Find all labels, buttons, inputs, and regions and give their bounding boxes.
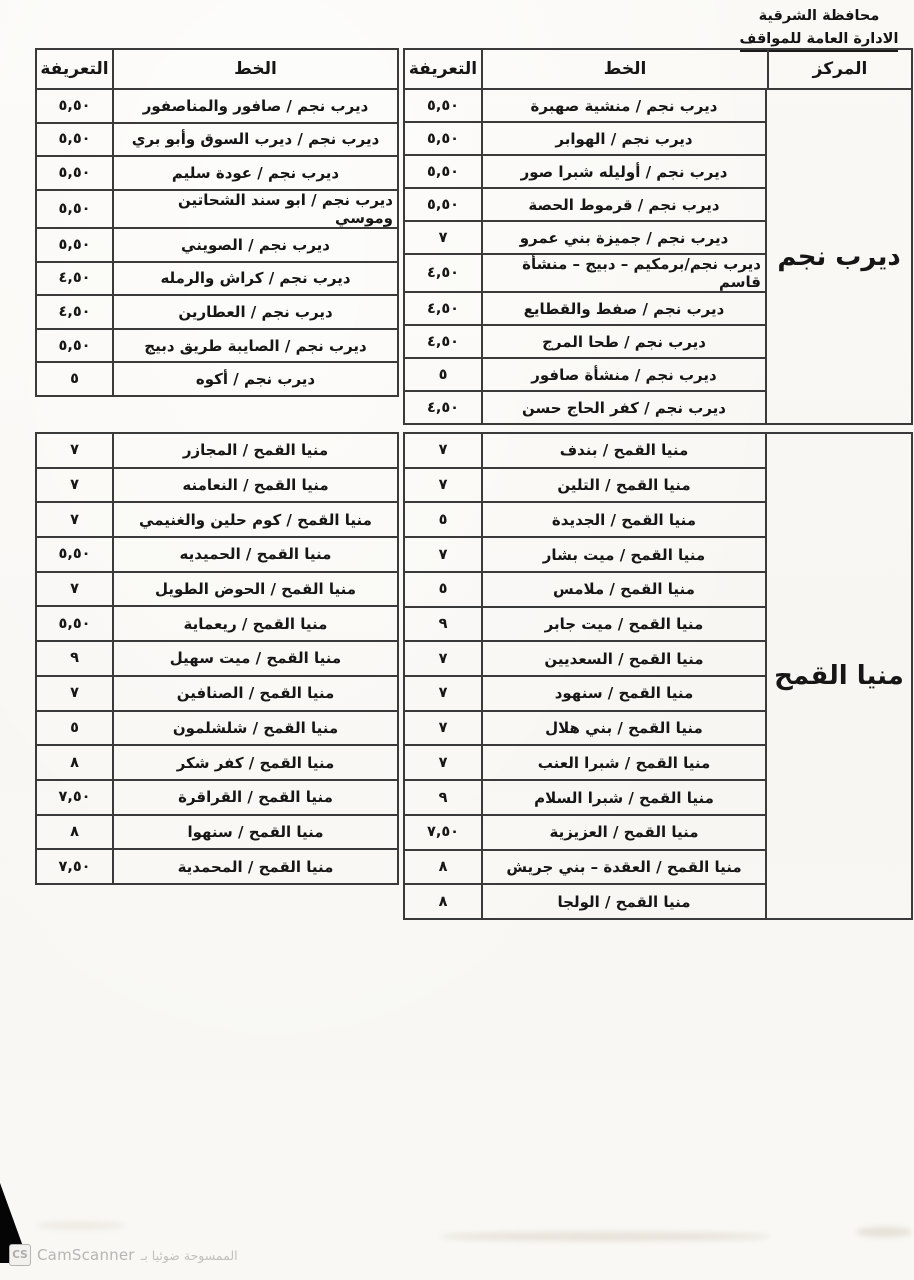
tariff-cell: ٥,٥٠ bbox=[37, 157, 114, 189]
table-row bbox=[405, 324, 765, 357]
route-cell: منيا القمح / الولجا bbox=[557, 892, 691, 911]
route-cell: ديرب نجم / ديرب السوق وأبو بري bbox=[131, 130, 380, 149]
scan-smudge bbox=[36, 1222, 126, 1229]
route-cell: منيا القمح / ريعماية bbox=[183, 614, 328, 633]
tariff-cell: ٥,٥٠ bbox=[37, 607, 114, 640]
tariff-cell: ٥ bbox=[405, 573, 483, 606]
scanned-with-text: الممسوحة ضوئيا بـ bbox=[140, 1247, 238, 1263]
route-cell: ديرب نجم / طحا المرج bbox=[542, 332, 706, 351]
table-row bbox=[405, 121, 765, 154]
tariff-cell: ٩ bbox=[37, 642, 114, 675]
table-row bbox=[405, 90, 765, 121]
table-row bbox=[37, 122, 397, 156]
route-cell: ديرب نجم / الصايبة طريق دبيج bbox=[144, 336, 367, 355]
route-cell: ديرب نجم / الصويني bbox=[181, 235, 330, 254]
scan-smudge bbox=[440, 1232, 770, 1241]
tariff-cell: ٥,٥٠ bbox=[37, 90, 114, 122]
header-center: المركز bbox=[812, 59, 868, 79]
table-row bbox=[37, 744, 397, 779]
route-cell: ديرب نجم / جميزة بني عمرو bbox=[519, 228, 729, 247]
table-row bbox=[37, 155, 397, 189]
tariff-cell: ٥ bbox=[37, 712, 114, 745]
routes-table-najm-right bbox=[403, 88, 767, 425]
table-row bbox=[405, 779, 765, 814]
table-row bbox=[405, 536, 765, 571]
department-title: الادارة العامة للمواقف bbox=[740, 31, 899, 52]
tariff-cell: ٥,٥٠ bbox=[37, 191, 114, 227]
routes-table-qamh-right bbox=[403, 432, 767, 920]
route-cell: منيا القمح / شبرا السلام bbox=[534, 788, 714, 807]
tariff-cell: ٧,٥٠ bbox=[37, 781, 114, 814]
table-row bbox=[405, 849, 765, 884]
route-cell: منيا القمح / الحميديه bbox=[179, 545, 332, 564]
route-cell: ديرب نجم / عودة سليم bbox=[171, 164, 340, 183]
governorate-title: محافظة الشرقية bbox=[758, 8, 880, 24]
route-cell: ديرب نجم/برمكيم – دبيج – منشأة قاسم bbox=[522, 255, 761, 291]
route-cell: منيا القمح / الحوض الطويل bbox=[155, 580, 356, 599]
route-cell: منيا القمح / الجديدة bbox=[551, 510, 697, 529]
table-row bbox=[37, 675, 397, 710]
tariff-cell: ٩ bbox=[405, 608, 483, 641]
route-cell: ديرب نجم / العطارين bbox=[178, 302, 333, 321]
header-line-right: الخط bbox=[483, 50, 769, 88]
tariff-cell: ٥,٥٠ bbox=[405, 189, 483, 220]
tariff-cell: ٥,٥٠ bbox=[37, 229, 114, 261]
route-cell: منيا القمح / التلين bbox=[557, 476, 691, 495]
route-cell: منيا القمح / النعامنه bbox=[182, 476, 329, 495]
table-row bbox=[405, 357, 765, 390]
tariff-cell: ٥,٥٠ bbox=[405, 90, 483, 121]
table-row bbox=[37, 361, 397, 395]
routes-table-najm-left bbox=[35, 88, 399, 397]
center-label-najm: ديرب نجم bbox=[767, 88, 913, 425]
tariff-cell: ٧ bbox=[405, 469, 483, 502]
table-row bbox=[37, 536, 397, 571]
tariff-cell: ٥,٥٠ bbox=[405, 156, 483, 187]
tariff-cell: ٧ bbox=[37, 573, 114, 606]
tariff-cell: ٨ bbox=[405, 885, 483, 918]
tariff-cell: ٧ bbox=[405, 677, 483, 710]
tariff-cell: ٤,٥٠ bbox=[405, 392, 483, 423]
route-cell: منيا القمح / شلشلمون bbox=[172, 718, 339, 737]
tariff-cell: ٤,٥٠ bbox=[405, 326, 483, 357]
table-row bbox=[405, 501, 765, 536]
table-row bbox=[405, 744, 765, 779]
camscanner-brand-text: CamScanner bbox=[37, 1246, 135, 1264]
route-cell: منيا القمح / الصنافين bbox=[176, 684, 335, 703]
table-row bbox=[405, 710, 765, 745]
route-cell: ديرب نجم / كفر الحاج حسن bbox=[522, 398, 726, 417]
routes-table-qamh-left bbox=[35, 432, 399, 885]
table-row bbox=[37, 189, 397, 227]
scan-smudge bbox=[856, 1227, 912, 1237]
tariff-cell: ٩ bbox=[405, 781, 483, 814]
tariff-cell: ٥ bbox=[405, 359, 483, 390]
route-cell: منيا القمح / ميت جابر bbox=[544, 614, 704, 633]
route-cell: ديرب نجم / كراش والرمله bbox=[160, 269, 351, 288]
table-header-left bbox=[35, 48, 399, 88]
table-row bbox=[405, 675, 765, 710]
tariff-cell: ٧ bbox=[405, 538, 483, 571]
tariff-cell: ٧ bbox=[405, 746, 483, 779]
table-row bbox=[37, 779, 397, 814]
tariff-cell: ٧ bbox=[37, 469, 114, 502]
route-cell: ديرب نجم / أكوه bbox=[195, 370, 316, 389]
table-row bbox=[405, 253, 765, 291]
route-cell: منيا القمح / كفر شكر bbox=[176, 753, 335, 772]
header-tariff-right: التعريفة bbox=[405, 50, 483, 88]
route-cell: ديرب نجم / صفط والقطايع bbox=[523, 299, 725, 318]
route-cell: منيا القمح / بندف bbox=[559, 441, 689, 460]
table-row bbox=[405, 606, 765, 641]
header-tariff-left: التعريفة bbox=[37, 50, 114, 88]
table-row bbox=[37, 227, 397, 261]
tariff-cell: ٤,٥٠ bbox=[405, 255, 483, 291]
tariff-cell: ٤,٥٠ bbox=[37, 263, 114, 295]
route-cell: منيا القمح / العزيزية bbox=[549, 823, 699, 842]
camscanner-watermark bbox=[9, 1244, 238, 1266]
tariff-cell: ٧,٥٠ bbox=[37, 850, 114, 883]
tariff-cell: ٧,٥٠ bbox=[405, 816, 483, 849]
route-cell: منيا القمح / بني هلال bbox=[545, 719, 703, 738]
table-row bbox=[405, 883, 765, 918]
route-cell: منيا القمح / سنهود bbox=[554, 684, 694, 703]
route-cell: ديرب نجم / الهوابر bbox=[555, 129, 693, 148]
route-cell: منيا القمح / السعديين bbox=[544, 649, 704, 668]
table-row bbox=[405, 390, 765, 423]
camscanner-logo-icon: CS bbox=[9, 1244, 31, 1266]
table-row bbox=[37, 710, 397, 745]
tariff-cell: ٤,٥٠ bbox=[405, 293, 483, 324]
tariff-cell: ٥,٥٠ bbox=[37, 124, 114, 156]
table-row bbox=[37, 848, 397, 883]
route-cell: منيا القمح / ملامس bbox=[553, 580, 695, 599]
table-row bbox=[37, 434, 397, 467]
table-row bbox=[37, 814, 397, 849]
route-cell: منيا القمح / المجازر bbox=[182, 441, 329, 460]
document-header bbox=[734, 8, 904, 52]
tariff-cell: ٤,٥٠ bbox=[37, 296, 114, 328]
tariff-cell: ٥ bbox=[405, 503, 483, 536]
tariff-cell: ٥,٥٠ bbox=[37, 538, 114, 571]
table-row bbox=[405, 467, 765, 502]
table-row bbox=[37, 261, 397, 295]
table-row bbox=[37, 90, 397, 122]
route-cell: منيا القمح / العقدة – بني جريش bbox=[506, 857, 742, 876]
table-row bbox=[37, 640, 397, 675]
tariff-cell: ٥ bbox=[37, 363, 114, 395]
tariff-cell: ٧ bbox=[37, 434, 114, 467]
tariff-cell: ٧ bbox=[37, 677, 114, 710]
route-cell: ديرب نجم / منشأة صافور bbox=[531, 365, 717, 384]
table-row bbox=[37, 605, 397, 640]
tariff-cell: ٧ bbox=[405, 222, 483, 253]
table-row bbox=[37, 328, 397, 362]
table-row bbox=[405, 434, 765, 467]
table-row bbox=[37, 571, 397, 606]
center-label-qamh: منيا القمح bbox=[767, 432, 913, 920]
table-row bbox=[405, 187, 765, 220]
route-cell: منيا القمح / كوم حلين والغنيمي bbox=[139, 510, 372, 529]
tariff-cell: ٨ bbox=[37, 746, 114, 779]
table-row bbox=[405, 291, 765, 324]
tariff-cell: ٧ bbox=[405, 434, 483, 467]
tariff-cell: ٨ bbox=[405, 851, 483, 884]
table-row bbox=[405, 154, 765, 187]
route-cell: منيا القمح / ميت سهيل bbox=[169, 649, 342, 668]
table-header-right bbox=[403, 48, 913, 88]
route-cell: ديرب نجم / منشية صهبرة bbox=[530, 96, 718, 115]
table-row bbox=[37, 294, 397, 328]
route-cell: ديرب نجم / أوليله شبرا صور bbox=[520, 162, 728, 181]
tariff-cell: ٧ bbox=[405, 642, 483, 675]
tariff-cell: ٥,٥٠ bbox=[37, 330, 114, 362]
route-cell: منيا القمح / سنهوا bbox=[187, 822, 324, 841]
table-row bbox=[405, 220, 765, 253]
header-line-left: الخط bbox=[234, 59, 277, 79]
route-cell: منيا القمح / ميت بشار bbox=[542, 545, 706, 564]
tariff-cell: ٧ bbox=[37, 503, 114, 536]
tariff-cell: ٥,٥٠ bbox=[405, 123, 483, 154]
route-cell: ديرب نجم / قرموط الحصة bbox=[528, 195, 720, 214]
route-cell: ديرب نجم / صافور والمناصفور bbox=[142, 96, 369, 115]
table-row bbox=[405, 640, 765, 675]
table-row bbox=[37, 501, 397, 536]
tariff-cell: ٨ bbox=[37, 816, 114, 849]
table-row bbox=[37, 467, 397, 502]
route-cell: منيا القمح / القراقرة bbox=[178, 788, 333, 807]
table-row bbox=[405, 814, 765, 849]
table-row bbox=[405, 571, 765, 606]
route-cell: منيا القمح / شبرا العنب bbox=[537, 753, 711, 772]
route-cell: ديرب نجم / ابو سند الشحاتين وموسي bbox=[178, 190, 393, 227]
route-cell: منيا القمح / المحمدية bbox=[177, 857, 334, 876]
tariff-cell: ٧ bbox=[405, 712, 483, 745]
